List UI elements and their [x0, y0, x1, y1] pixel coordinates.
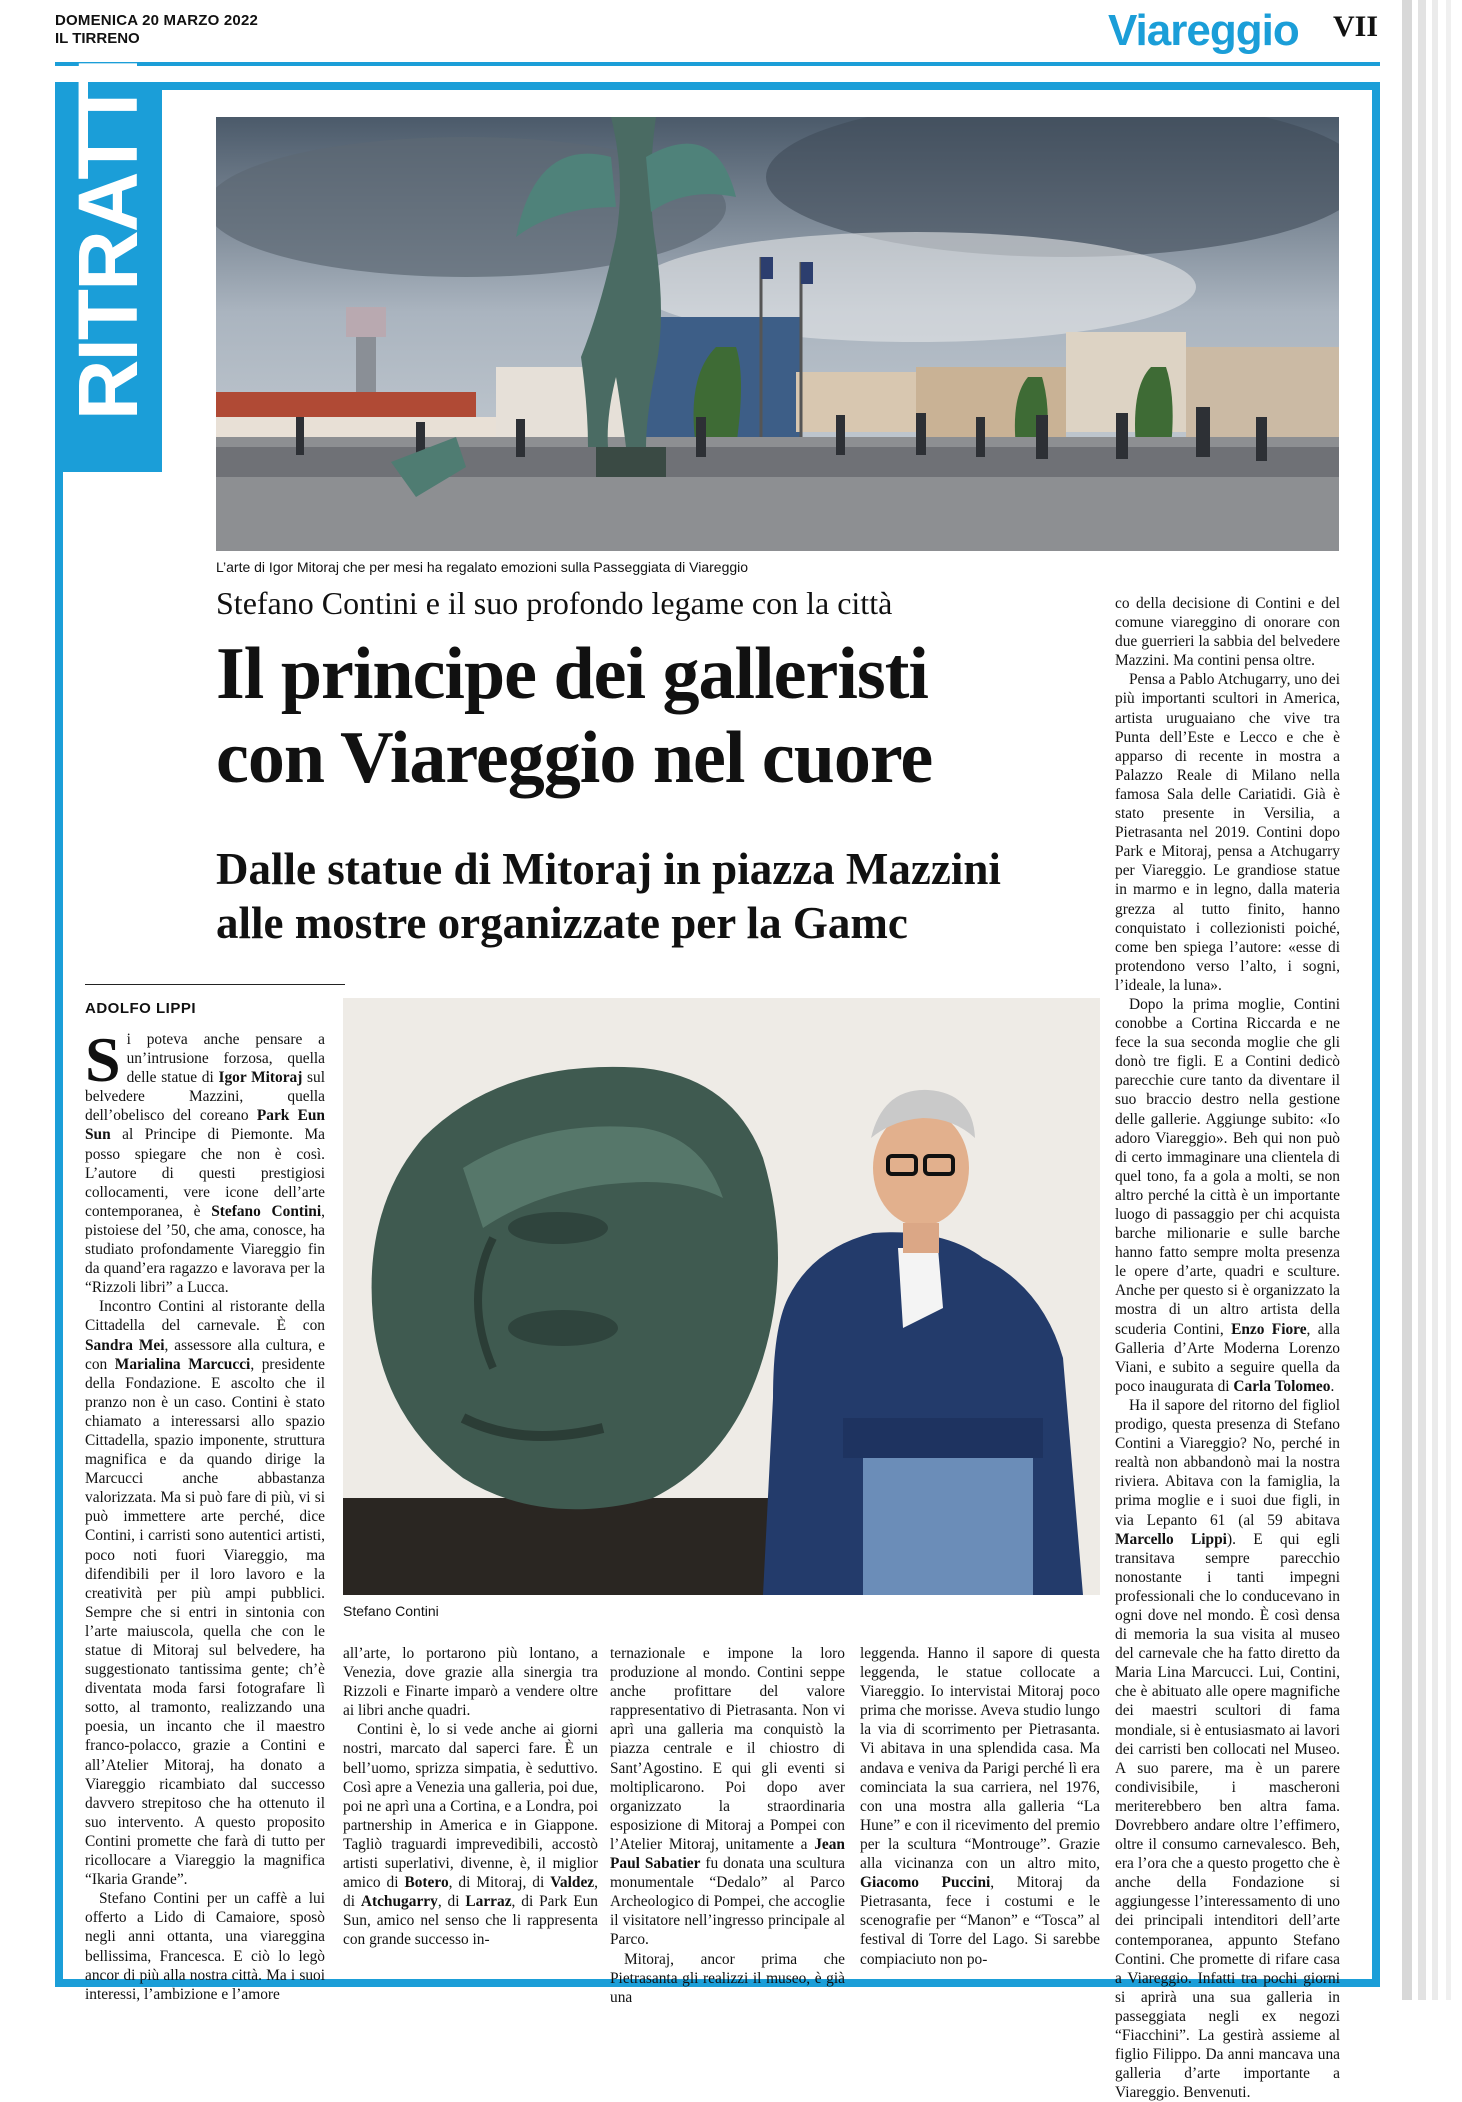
text-run: Incontro Contini al ristorante della Cittadella del carnevale. È con	[85, 1298, 325, 1335]
article-headline	[216, 632, 1096, 800]
paragraph: all’arte, lo portarono più lontano, a Venezia, dove grazie alla sinergia tra Rizzoli e Finarte imparò a vendere oltre ai libri anche quadri.	[343, 1645, 598, 1720]
text-run: , Mitoraj da Pietrasanta, fece i costumi e le scenografie per “Manon” e “Tosca” al festival di Torre del Lago. Si sarebbe compiaciuto non po-	[860, 1874, 1100, 1968]
text-run: .	[1330, 1377, 1335, 1395]
paragraph	[610, 1644, 845, 1950]
subheadline-line: Dalle statue di Mitoraj in piazza Mazzini	[216, 844, 1001, 894]
photo-caption: Stefano Contini	[343, 1603, 439, 1619]
paragraph	[1115, 995, 1340, 1396]
rubric-label: RITRATTI	[61, 59, 155, 421]
paragraph	[85, 1024, 326, 1297]
page-edge	[1432, 0, 1438, 2000]
subheadline-line: alle mostre organizzate per la Gamc	[216, 898, 908, 948]
paragraph	[343, 1720, 598, 1949]
paragraph	[85, 1297, 325, 1889]
paragraph: co della decisione di Contini e del comune viareggino di onorare con due guerrieri la sabbia del belvedere Mazzini. Ma contini pensa oltre.	[1115, 595, 1340, 670]
issue-date: DOMENICA 20 MARZO 2022	[55, 12, 259, 29]
text-run: Contini è, lo si vede anche ai giorni nostri, marcato dal saperci fare. È un bell’uomo, sprizza simpatia, è seduttivo. Così apre a Venezia una galleria, poi due, poi ne aprì una a Cortina, e a Londra, poi partnership in America e in Giappone. Tagliò traguardi imprevedibili, accostò artisti superlativi, divenne, è, il miglior amico di	[343, 1721, 598, 1892]
headline-line: con Viareggio nel cuore	[216, 717, 933, 799]
bold-name: Valdez	[550, 1874, 595, 1892]
paragraph: Mitoraj, ancor prima che Pietrasanta gli realizzi il museo, è già una	[610, 1950, 845, 2006]
bold-name: Stefano Contini	[211, 1202, 322, 1220]
page-edge	[1446, 0, 1451, 2000]
page-edge	[1418, 0, 1426, 2000]
text-run: , presidente della Fondazione. E ascolto che il pranzo non è un caso. Contini è stato chiamato a interessarsi allo spazio Cittadella, spazio imponente, struttura magnifica e da quando dirige la Marcucci anche abbastanza valorizzata. Ma si può fare di più, vi si può immettere arte perché, dice Contini, i carristi sono autentici artisti, poco noti fuori Viareggio, ma difendibili per il loro lavoro e la creatività per più ampi pubblici. Sempre che si entri in sintonia con l’arte maiuscola, quella che con le statue di Mitoraj sul belvedere, ha suggestionato tantissima gente; ch’è diventata moda farsi fotografare lì sotto, al tramonto, realizzando una poesia, un incanto che il maestro franco-polacco, grazie a Contini e all’Atelier Mitoraj, ha donato a Viareggio ricambiato dal successo davvero strepitoso che ha ottenuto il suo intervento. A questo proposito Contini promette che farà di tutto per ricollocare a Viareggio la magnifica “Ikaria Grande”.	[85, 1355, 325, 1889]
text-run: , di Park Eun Sun, amico nel senso che li rappresenta con grande successo in-	[343, 1893, 598, 1949]
bold-name: Marcello Lippi	[1115, 1530, 1227, 1548]
bold-name: Giacomo Puccini	[860, 1874, 991, 1892]
article-column-4	[860, 1644, 1100, 1969]
bold-name: Larraz	[465, 1893, 512, 1911]
paragraph	[1115, 1396, 1340, 2102]
text-run: ternazionale e impone la loro produzione al mondo. Contini seppe anche profittare del valore rappresentativo di Pietrasanta. Non vi aprì una galleria ma conquistò la piazza centrale e il chiostro di Sant’Agostino. E qui gli eventi si moltiplicarono. Poi dopo aver organizzato la straordinaria esposizione di Mitoraj a Pompei con l’Atelier Mitoraj, unitamente a	[610, 1645, 845, 1853]
bold-name: Botero	[404, 1874, 449, 1892]
text-run: , assessore alla cultura, e con	[85, 1336, 325, 1373]
article-column-5	[1115, 594, 1340, 2102]
bold-name: Carla Tolomeo	[1233, 1377, 1331, 1395]
article-kicker: Stefano Contini e il suo profondo legame con la città	[216, 585, 893, 621]
header-rule	[55, 62, 1380, 66]
page-number: VII	[1333, 10, 1379, 43]
newspaper-name: IL TIRRENO	[55, 30, 140, 47]
text-run: fu donata una scultura monumentale “Dedalo” al Parco Archeologico di Pompei, che accoglie il visitatore nell’ingresso principale al Parco.	[610, 1855, 845, 1949]
bold-name: Enzo Fiore	[1231, 1320, 1307, 1338]
headline-line: Il principe dei galleristi	[216, 633, 928, 715]
article-subheadline	[216, 842, 1116, 950]
mitoraj-statue-photo	[216, 117, 1339, 551]
bold-name: Jean Paul Sabatier	[610, 1835, 845, 1873]
text-run: leggenda. Hanno il sapore di questa leggenda, le statue collocate a Viareggio. Io intervistai Mitoraj poco prima che morisse. Aveva studio lungo la via di scorrimento per Pietrasanta. Vi abitava in una splendida casa. Ma andava e veniva da Parigi perché lì era cominciata la sua carriera, nel 1976, con una mostra alla galleria “La Hune” e con il ricevimento del premio per la scultura “Montrouge”. Grazie alla vicinanza con un altro mito,	[860, 1645, 1100, 1873]
text-run: , alla Galleria d’Arte Moderna Lorenzo Viani, e subito a seguire quella da poco inaugurata di	[1115, 1320, 1340, 1395]
paragraph: Pensa a Pablo Atchugarry, uno dei più importanti scultori in America, artista uruguaiano che vive tra Punta dell’Este e Lecco e che è apparso di recente in mostra a Palazzo Reale di Milano nella famosa Sala delle Cariatidi. Già è stato presente in Versilia, a Pietrasanta nel 2019. Contini dopo Park e Mitoraj, pensa a Atchugarry per Viareggio. Le grandiose statue in marmo e in legno, dalla materia grezza al tutto finito, hanno conquistato i collezionisti poiché, come ben spiega l’autore: «esse di protendono verso l’alto, i sogni, l’ideale, la luna».	[1115, 671, 1341, 994]
bold-name: Igor Mitoraj	[218, 1069, 303, 1087]
text-run: , pistoiese del ’50, che ama, conosce, ha studiato profondamente Viareggio fin da quand’era ragazzo e lavorava per la “Rizzoli libri” a Lucca.	[85, 1202, 325, 1297]
text-run: i poteva anche pensare a un’intrusione forzosa, quella delle statue di	[126, 1031, 325, 1087]
paragraph	[860, 1644, 1100, 1969]
text-run: , di	[343, 1874, 598, 1911]
article-column-2	[343, 1644, 598, 1950]
article-column-1	[85, 1024, 326, 2004]
statue-promenade-image	[216, 117, 1339, 551]
text-run: , di	[437, 1893, 466, 1911]
section-title: Viareggio	[1108, 6, 1299, 55]
contini-portrait-photo	[343, 998, 1100, 1595]
text-run: al Principe di Piemonte. Ma posso spiegare che non è così. L’autore di questi prestigiosi collocamenti, vere icone dell’arte contemporanea, è	[85, 1126, 325, 1220]
bold-name: Marialina Marcucci	[114, 1355, 251, 1373]
text-run: sul belvedere Mazzini, quella dell’obelisco del coreano	[85, 1069, 326, 1125]
byline-rule	[85, 984, 345, 985]
text-run: Ha il sapore del ritorno del figliol prodigo, questa presenza di Stefano Contini a Viareggio? No, perché in realtà non abbandonò mai la nostra riviera. Abitava con la famiglia, la prima moglie e i suoi due figli, in via Lepanto 61 (al 59 abitava	[1115, 1396, 1340, 1529]
bold-name: Sandra Mei	[85, 1336, 165, 1354]
photo-caption: L’arte di Igor Mitoraj che per mesi ha regalato emozioni sulla Passeggiata di Viareggio	[216, 559, 749, 575]
text-run: ). E qui egli transitava sempre parecchio nonostante i tanti impegni professionali che lo conducevano in ogni dove nel mondo. È così densa di memoria la sua visita al museo del carnevale che ha fatto diretto da Maria Lina Marcucci. Lui, Contini, che è abituato alle opere magnifiche dei maestri scultori di fama mondiale, si è entusiasmato ai lavori dei carristi ben collocati nel Museo. A suo parere, ma è un parere condivisibile, i mascheroni meriterebbero ben altra fama. Dovrebbero andare oltre l’effimero, oltre il consumo carnevalesco. Beh, era l’ora che a questo progetto che è anche della Fondazione si aggiungesse l’interessamento di uno dei principali intenditori dell’arte contemporanea, appunto Stefano Contini. Che promette di rifare casa a Viareggio. Infatti tra pochi giorni si aprirà una sua galleria in passeggiata negli ex negozi “Fiacchini”. La gestirà assieme al figlio Filippo. Da anni mancava una galleria d’arte importante a Viareggio. Benvenuti.	[1115, 1530, 1340, 2102]
paragraph: Stefano Contini per un caffè a lui offerto a Lido di Camaiore, sposò negli anni ottanta, una viareggina bellissima, Francesca. E ciò lo legò ancor di più alla nostra città. Ma i suoi interessi, l’ambizione e l’amore	[85, 1890, 325, 2003]
bold-name: Park Eun Sun	[85, 1107, 325, 1144]
drop-cap: S	[85, 1024, 121, 1095]
article-column-3	[610, 1644, 845, 2007]
page-edge	[1402, 0, 1412, 2000]
bold-name: Atchugarry	[360, 1893, 438, 1911]
text-run: Dopo la prima moglie, Contini conobbe a Cortina Riccarda e ne fece la sua seconda moglie che gli donò tre figli. E a Contini dedicò parecchie cure tanto da diventare il suo braccio destro nella gestione delle gallerie. Aggiunge subito: «Io adoro Viareggio». Beh qui non può di certo immaginare una clientela di quel tono, fa a gola a molti, se non altro perché la città è un importante luogo di passaggio per chi acquista barche milionarie e sulle barche hanno fatto sempre molta presenza le opere d’arte, quadri e sculture. Anche per questo si è organizzato la mostra di un altro artista della scuderia Contini,	[1115, 995, 1340, 1338]
text-run: , di Mitoraj, di	[448, 1874, 551, 1892]
contini-with-head-sculpture-image	[343, 998, 1100, 1595]
byline: ADOLFO LIPPI	[85, 1000, 196, 1017]
